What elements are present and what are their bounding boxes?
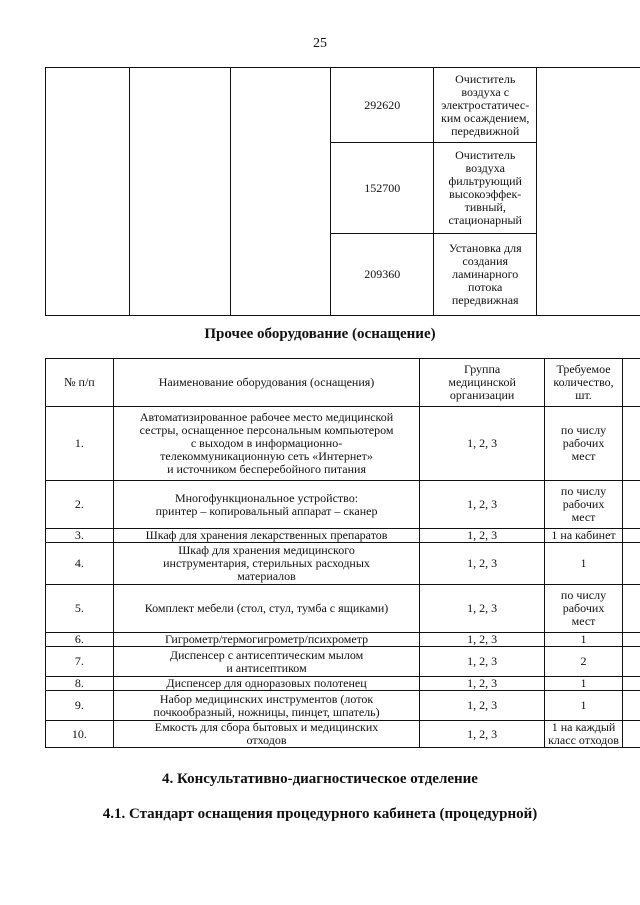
- quantity-line: 2: [580, 654, 587, 668]
- organization-group: 1, 2, 3: [420, 529, 545, 543]
- required-quantity: [545, 691, 623, 721]
- description-line: передвижная: [451, 293, 519, 307]
- quantity-line: 1: [580, 632, 587, 646]
- name-line: Гигрометр/термогигрометр/психрометр: [164, 632, 369, 646]
- table-row: [46, 633, 640, 647]
- organization-group: 1, 2, 3: [420, 677, 545, 691]
- description-line: ламинарного: [452, 267, 519, 281]
- equipment-name: [113, 585, 419, 633]
- quantity-line: 1 на кабинет: [551, 528, 616, 542]
- table-row: [46, 529, 640, 543]
- row-number: 8.: [46, 677, 114, 691]
- name-line: Диспенсер с антисептическим мылом: [169, 647, 364, 662]
- empty-col-last: [537, 68, 640, 316]
- name-line: и антисептиком: [226, 660, 307, 675]
- quantity-line: 1: [580, 556, 587, 570]
- organization-group: 1, 2, 3: [420, 481, 545, 529]
- name-line: и источником бесперебойного питания: [167, 462, 366, 476]
- row-number: 1.: [46, 407, 114, 481]
- name-line: принтер – копировальный аппарат – сканер: [155, 503, 378, 518]
- equipment-name: [113, 407, 419, 481]
- name-line: Шкаф для хранения медицинского: [178, 543, 355, 557]
- equipment-description: [434, 68, 537, 143]
- empty-col: [623, 481, 640, 529]
- quantity-line: рабочих: [562, 436, 605, 450]
- empty-col-3: [230, 68, 331, 316]
- table-row: [46, 407, 640, 481]
- subsection-heading: 4.1. Стандарт оснащения процедурного кабинета (процедурной): [102, 806, 538, 822]
- header-num: № п/п: [46, 359, 114, 407]
- description-line: фильтрующий: [448, 174, 522, 188]
- description-line: тивный,: [464, 200, 506, 214]
- description-line: стационарный: [448, 213, 522, 227]
- table-row: [46, 585, 640, 633]
- quantity-line: 1 на каждый: [551, 720, 616, 734]
- description-line: Установка для: [448, 241, 522, 255]
- table-header-row: [46, 359, 640, 407]
- description-line: Очиститель: [455, 71, 516, 86]
- description-line: воздуха: [465, 161, 505, 175]
- empty-col: [623, 407, 640, 481]
- header-line: шт.: [575, 388, 592, 402]
- organization-group: 1, 2, 3: [420, 633, 545, 647]
- equipment-name: [113, 543, 419, 585]
- quantity-line: мест: [571, 510, 596, 524]
- quantity-line: рабочих: [562, 601, 605, 615]
- name-line: Диспенсер для одноразовых полотенец: [166, 676, 367, 690]
- required-quantity: [545, 677, 623, 691]
- equipment-name: [113, 647, 419, 677]
- organization-group: 1, 2, 3: [420, 585, 545, 633]
- department-heading: 4. Консультативно-диагностическое отделение: [162, 771, 478, 787]
- row-number: 10.: [46, 721, 114, 748]
- quantity-line: по числу: [560, 588, 607, 602]
- table-row: [46, 691, 640, 721]
- name-line: сестры, оснащенное персональным компьютером: [139, 423, 394, 437]
- header-line: организации: [449, 388, 515, 402]
- quantity-line: мест: [571, 449, 596, 463]
- row-number: 2.: [46, 481, 114, 529]
- required-quantity: [545, 407, 623, 481]
- required-quantity: [545, 543, 623, 585]
- name-line: материалов: [237, 569, 296, 583]
- description-line: Очиститель: [455, 148, 516, 162]
- equipment-name: [113, 677, 419, 691]
- header-line: количество,: [553, 375, 614, 389]
- empty-col: [623, 585, 640, 633]
- required-quantity: [545, 647, 623, 677]
- empty-col: [623, 647, 640, 677]
- description-line: высокоэффек-: [449, 187, 522, 201]
- description-line: ким осаждением,: [441, 110, 530, 125]
- organization-group: 1, 2, 3: [420, 407, 545, 481]
- quantity-line: 1: [580, 676, 587, 690]
- table-row: [46, 68, 640, 143]
- name-line: с выходом в информационно-: [190, 436, 343, 450]
- name-line: Емкость для сбора бытовых и медицинских: [154, 720, 379, 734]
- equipment-table: [45, 358, 640, 748]
- row-number: 7.: [46, 647, 114, 677]
- header-qty: [545, 359, 623, 407]
- name-line: телекоммуникационную сеть «Интернет»: [160, 449, 373, 463]
- header-line: Группа: [464, 362, 501, 376]
- name-line: Автоматизированное рабочее место медицинской: [139, 410, 394, 424]
- empty-col-1: [46, 68, 130, 316]
- required-quantity: [545, 529, 623, 543]
- required-quantity: [545, 633, 623, 647]
- table-row: [46, 481, 640, 529]
- quantity-line: по числу: [560, 484, 607, 498]
- page-number: 25: [313, 36, 327, 51]
- quantity-line: рабочих: [562, 497, 605, 511]
- equipment-description: [434, 143, 537, 234]
- equipment-code: 209360: [331, 234, 434, 316]
- quantity-line: мест: [571, 614, 596, 628]
- name-line: отходов: [246, 733, 287, 747]
- equipment-code: 292620: [331, 68, 434, 143]
- section-title: Прочее оборудование (оснащение): [204, 326, 436, 342]
- organization-group: 1, 2, 3: [420, 691, 545, 721]
- header-empty: [623, 359, 640, 407]
- table-row: [46, 677, 640, 691]
- name-line: почкообразный, ножницы, пинцет, шпатель): [153, 704, 380, 719]
- row-number: 4.: [46, 543, 114, 585]
- equipment-description: [434, 234, 537, 316]
- description-line: потока: [468, 280, 503, 294]
- header-line: Требуемое: [556, 362, 611, 376]
- equipment-name: [113, 529, 419, 543]
- row-number: 3.: [46, 529, 114, 543]
- header-line: медицинской: [448, 375, 516, 389]
- table-row: [46, 543, 640, 585]
- empty-col: [623, 677, 640, 691]
- description-line: создания: [462, 254, 509, 268]
- description-line: воздуха с: [461, 84, 510, 99]
- header-group: [420, 359, 545, 407]
- empty-col: [623, 721, 640, 748]
- organization-group: 1, 2, 3: [420, 721, 545, 748]
- table-row: [46, 647, 640, 677]
- empty-col: [623, 633, 640, 647]
- continuation-table: [45, 67, 640, 316]
- equipment-name: [113, 691, 419, 721]
- organization-group: 1, 2, 3: [420, 543, 545, 585]
- organization-group: 1, 2, 3: [420, 647, 545, 677]
- description-line: передвижной: [451, 123, 520, 138]
- empty-col: [623, 543, 640, 585]
- description-line: электростатичес-: [441, 97, 530, 112]
- required-quantity: [545, 481, 623, 529]
- header-name: Наименование оборудования (оснащения): [113, 359, 419, 407]
- row-number: 5.: [46, 585, 114, 633]
- equipment-name: [113, 481, 419, 529]
- table-row: [46, 721, 640, 748]
- equipment-name: [113, 633, 419, 647]
- empty-col: [623, 529, 640, 543]
- row-number: 6.: [46, 633, 114, 647]
- required-quantity: [545, 585, 623, 633]
- equipment-code: 152700: [331, 143, 434, 234]
- name-line: Набор медицинских инструментов (лоток: [159, 691, 374, 706]
- equipment-name: [113, 721, 419, 748]
- required-quantity: [545, 721, 623, 748]
- name-line: Шкаф для хранения лекарственных препаратов: [145, 528, 388, 542]
- name-line: Комплект мебели (стол, стул, тумба с ящиками): [144, 601, 389, 615]
- name-line: инструментария, стерильных расходных: [163, 556, 370, 570]
- quantity-line: класс отходов: [548, 733, 619, 747]
- quantity-line: по числу: [560, 423, 607, 437]
- name-line: Многофункциональное устройство:: [174, 490, 359, 505]
- empty-col: [623, 691, 640, 721]
- empty-col-2: [129, 68, 230, 316]
- row-number: 9.: [46, 691, 114, 721]
- quantity-line: 1: [580, 698, 587, 712]
